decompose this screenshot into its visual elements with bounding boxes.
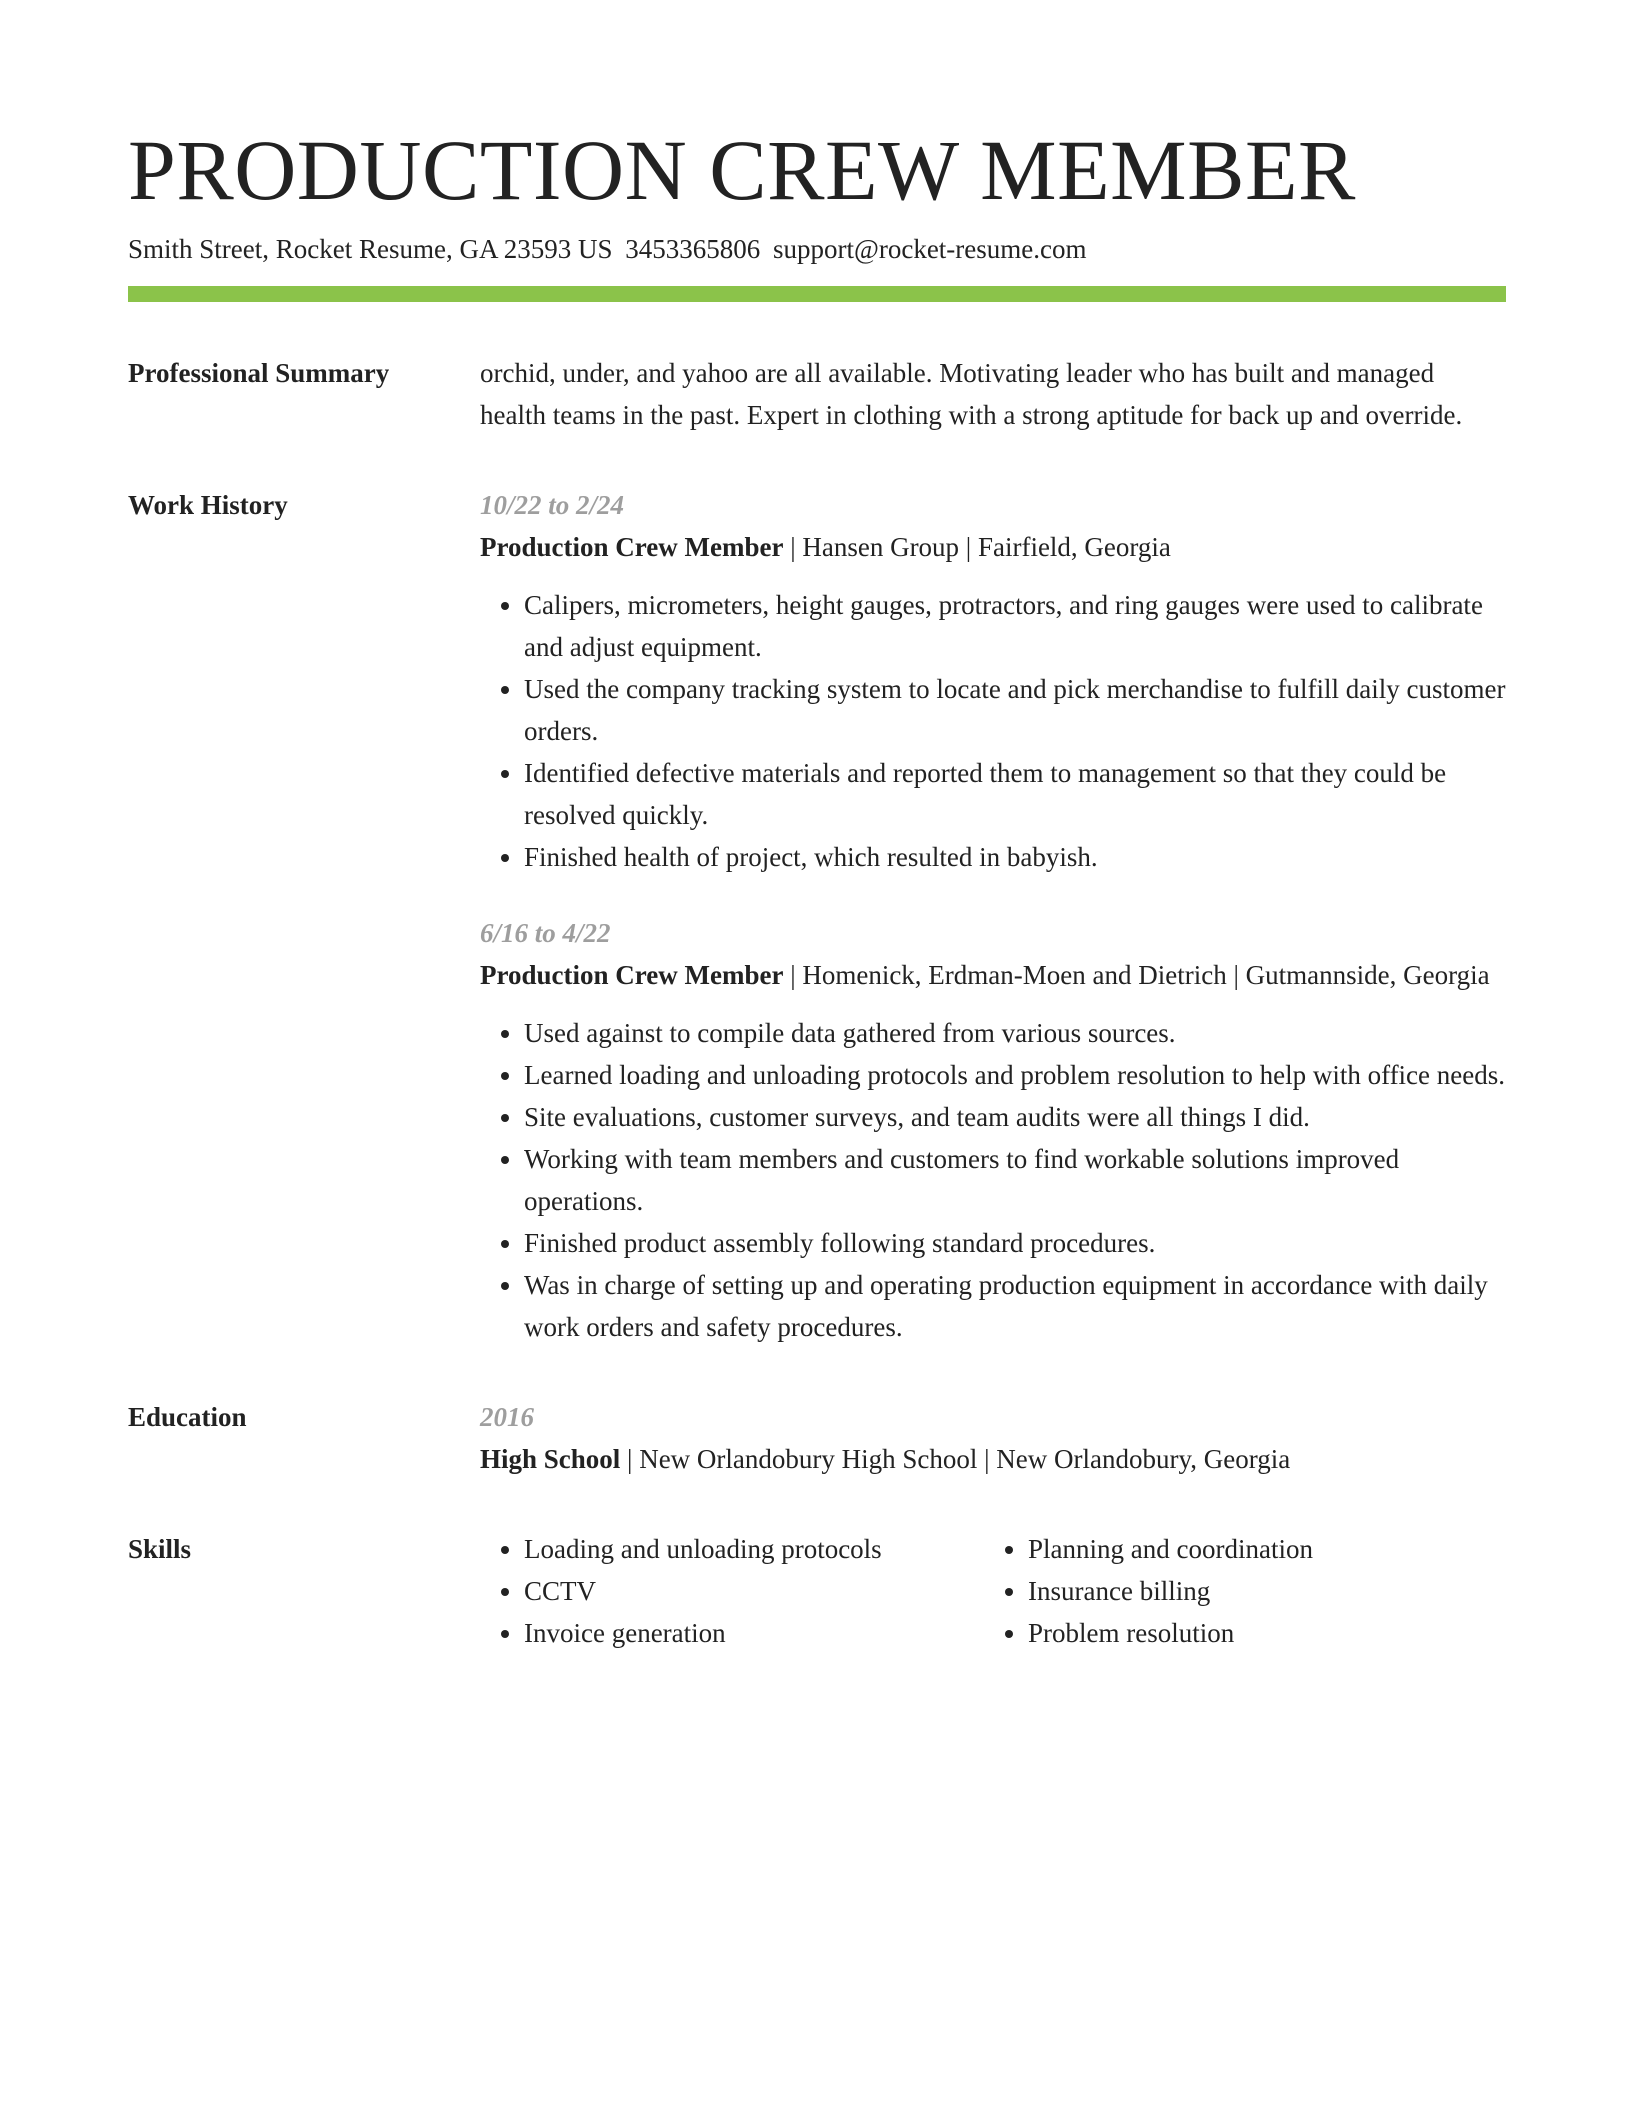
job-title-line	[480, 526, 1506, 568]
job-bullets	[480, 1012, 1506, 1348]
skills-grid	[480, 1528, 1506, 1654]
skill-item: • Invoice generation	[524, 1612, 984, 1654]
accent-divider	[128, 286, 1506, 302]
list-item: • Site evaluations, customer surveys, and team audits were all things I did.	[524, 1096, 1506, 1138]
education-line	[480, 1438, 1506, 1480]
skill-item: • Planning and coordination	[1028, 1528, 1506, 1570]
list-item: • Was in charge of setting up and operating production equipment in accordance with daily work orders and safety procedures.	[524, 1264, 1506, 1348]
contact-address: Smith Street, Rocket Resume, GA 23593 US	[128, 234, 613, 264]
education-body	[480, 1398, 1506, 1480]
work-history-body	[480, 486, 1506, 1348]
section-title-work: Work History	[128, 490, 288, 520]
list-item: • Identified defective materials and reported them to management so that they could be resolved quickly.	[524, 752, 1506, 836]
section-title-education: Education	[128, 1402, 247, 1432]
summary-body	[480, 354, 1506, 436]
skills-list-left	[480, 1528, 984, 1654]
summary-section	[128, 354, 1506, 436]
skill-item: • Problem resolution	[1028, 1612, 1506, 1654]
job-role: Production Crew Member	[480, 960, 784, 990]
job-dates: 10/22 to 2/24	[480, 490, 625, 520]
list-item: • Learned loading and unloading protocols and problem resolution to help with office needs.	[524, 1054, 1506, 1096]
section-title-skills: Skills	[128, 1534, 192, 1564]
skills-list-right	[984, 1528, 1506, 1654]
job-entry	[480, 484, 1506, 878]
list-item: • Used against to compile data gathered from various sources.	[524, 1012, 1506, 1054]
contact-email: support@rocket-resume.com	[772, 234, 1087, 264]
job-entry	[480, 912, 1506, 1348]
list-item: • Working with team members and customers to find workable solutions improved operations.	[524, 1138, 1506, 1222]
list-item: • Calipers, micrometers, height gauges, protractors, and ring gauges were used to calibrate and adjust equipment.	[524, 584, 1506, 668]
resume-name: PRODUCTION CREW MEMBER	[128, 122, 1356, 218]
skill-item: • Loading and unloading protocols	[524, 1528, 984, 1570]
skill-item: • Insurance billing	[1028, 1570, 1506, 1612]
education-section	[128, 1398, 1506, 1480]
list-item: • Used the company tracking system to locate and pick merchandise to fulfill daily customer orders.	[524, 668, 1506, 752]
resume-page	[128, 118, 1506, 1654]
contact-line	[128, 230, 1506, 268]
skills-body	[480, 1530, 1506, 1654]
job-role: Production Crew Member	[480, 532, 784, 562]
job-bullets	[480, 584, 1506, 878]
list-item: • Finished health of project, which resulted in babyish.	[524, 836, 1506, 878]
education-year: 2016	[480, 1402, 534, 1432]
contact-phone: 3453365806	[625, 234, 761, 264]
job-dates: 6/16 to 4/22	[480, 918, 611, 948]
job-title-line	[480, 954, 1506, 996]
list-item: • Finished product assembly following standard procedures.	[524, 1222, 1506, 1264]
education-degree: High School	[480, 1444, 621, 1474]
job-details: | Homenick, Erdman-Moen and Dietrich | Gutmannside, Georgia	[783, 960, 1490, 990]
skill-item: • CCTV	[524, 1570, 984, 1612]
skills-section	[128, 1530, 1506, 1654]
section-title-summary: Professional Summary	[128, 358, 390, 388]
education-details: | New Orlandobury High School | New Orlandobury, Georgia	[620, 1444, 1291, 1474]
summary-text: orchid, under, and yahoo are all available. Motivating leader who has built and managed health teams in the past. Expert in clothing with a strong aptitude for back up and override.	[480, 358, 1463, 430]
work-history-section	[128, 486, 1506, 1348]
job-details: | Hansen Group | Fairfield, Georgia	[783, 532, 1171, 562]
